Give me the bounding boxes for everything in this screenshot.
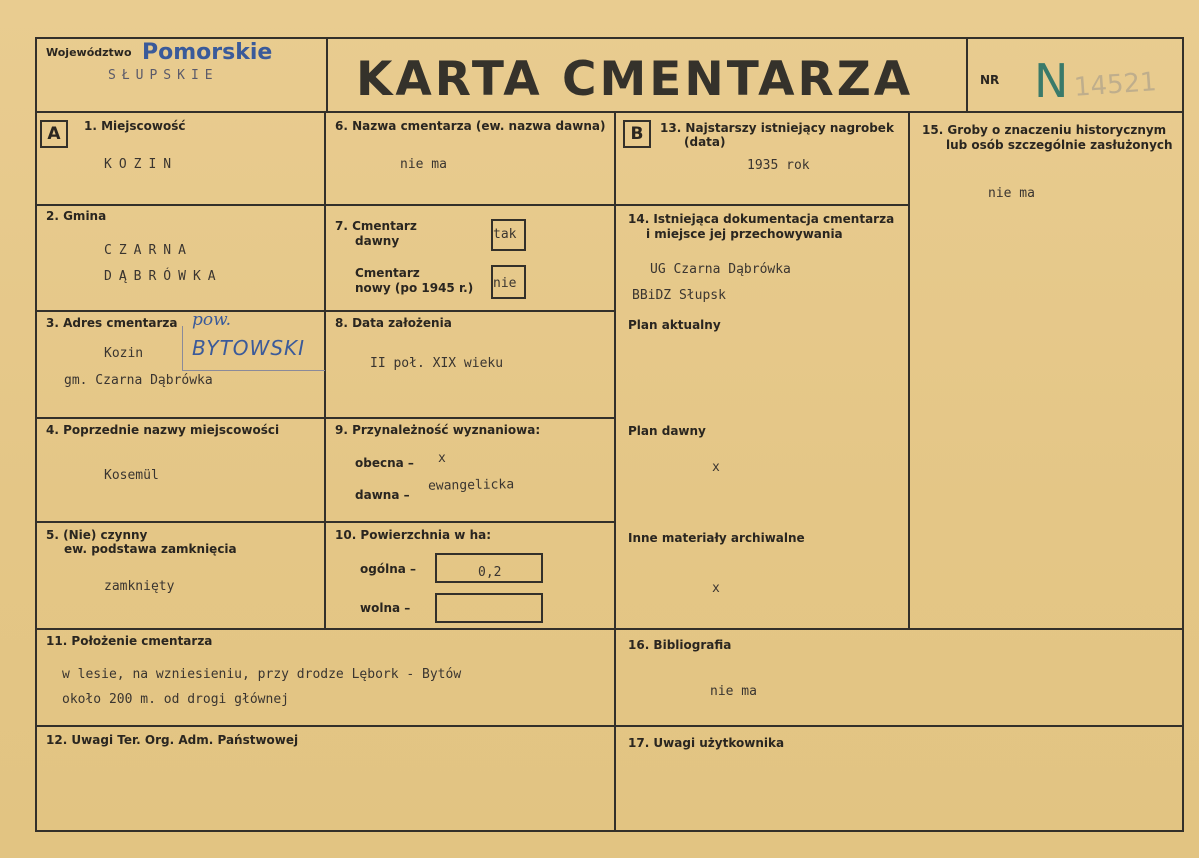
- header-sep-1: [326, 37, 328, 112]
- field-14-label-1: 14. Istniejąca dokumentacja cmentarza: [628, 212, 895, 226]
- field-10-free-box: [435, 593, 543, 623]
- plan-former-value: x: [712, 460, 720, 475]
- row-sep-2: [35, 310, 615, 312]
- field-3-handwriting-2: BYTOWSKI: [192, 336, 306, 360]
- field-12-label: 12. Uwagi Ter. Org. Adm. Państwowej: [46, 733, 299, 747]
- other-materials-label: Inne materiały archiwalne: [628, 531, 805, 545]
- field-16-label: 16. Bibliografia: [628, 638, 732, 652]
- field-10-label: 10. Powierzchnia w ha:: [335, 528, 492, 542]
- field-13-label-2: (data): [684, 135, 726, 149]
- section-a-box: A: [40, 120, 68, 148]
- field-15-label-2: lub osób szczególnie zasłużonych: [946, 138, 1173, 152]
- field-5-label-1: 5. (Nie) czynny: [46, 528, 148, 542]
- field-9-current-label: obecna –: [355, 456, 414, 470]
- other-materials-value: x: [712, 581, 720, 596]
- field-7-new-value: nie: [493, 276, 517, 291]
- voivodeship-label: Województwo: [46, 46, 132, 59]
- field-13-value: 1935 rok: [747, 158, 810, 173]
- field-17-label: 17. Uwagi użytkownika: [628, 736, 785, 750]
- field-3-label: 3. Adres cmentarza: [46, 316, 178, 330]
- field-5-label-2: ew. podstawa zamknięcia: [64, 542, 237, 556]
- nr-letter: N: [1034, 54, 1069, 108]
- field-10-free-label: wolna –: [360, 601, 411, 615]
- field-15-value: nie ma: [988, 186, 1035, 201]
- field-7-old-label-2: dawny: [355, 234, 400, 248]
- field-14-value-1: UG Czarna Dąbrówka: [650, 262, 791, 277]
- field-1-value: KOZIN: [104, 157, 179, 172]
- col-sep-2: [614, 111, 616, 832]
- field-6-value: nie ma: [400, 157, 447, 172]
- field-4-value: Kosemül: [104, 468, 159, 483]
- field-7-old-label-1: 7. Cmentarz: [335, 219, 417, 233]
- field-9-former-value: ewangelicka: [427, 477, 515, 494]
- field-11-value-2: około 200 m. od drogi głównej: [62, 692, 289, 707]
- plan-former-label: Plan dawny: [628, 424, 706, 438]
- nr-label: NR: [980, 73, 1000, 87]
- header-divider: [35, 111, 1184, 113]
- field-2-value-2: DĄBRÓWKA: [104, 269, 223, 284]
- field-10-total-value: 0,2: [478, 565, 502, 580]
- field-7-old-value: tak: [493, 227, 517, 242]
- field-2-label: 2. Gmina: [46, 209, 107, 223]
- field-1-label: 1. Miejscowość: [84, 119, 186, 133]
- header-sep-2: [966, 37, 968, 112]
- field-11-value-1: w lesie, na wzniesieniu, przy drodze Lębork - Bytów: [62, 667, 462, 682]
- field-3-handwriting-1: pow.: [192, 310, 232, 330]
- voivodeship-sub: SŁUPSKIE: [108, 68, 219, 83]
- field-14-value-2: BBiDZ Słupsk: [632, 288, 726, 303]
- field-7-new-label-1: Cmentarz: [355, 266, 420, 280]
- field-7-new-label-2: nowy (po 1945 r.): [355, 281, 474, 295]
- row-sep-4: [35, 521, 615, 523]
- row-sep-5: [35, 628, 1184, 630]
- row-sep-b1: [614, 204, 909, 206]
- field-9-label: 9. Przynależność wyznaniowa:: [335, 423, 541, 437]
- plan-current-label: Plan aktualny: [628, 318, 721, 332]
- field-5-value: zamknięty: [104, 579, 175, 594]
- field-6-label: 6. Nazwa cmentarza (ew. nazwa dawna): [335, 119, 606, 133]
- field-4-label: 4. Poprzednie nazwy miejscowości: [46, 423, 280, 437]
- field-13-label-1: 13. Najstarszy istniejący nagrobek: [660, 121, 894, 135]
- field-3-value-1: Kozin: [104, 346, 144, 361]
- field-2-value-1: CZARNA: [104, 243, 193, 258]
- field-9-current-value: x: [438, 451, 446, 466]
- field-11-label: 11. Położenie cmentarza: [46, 634, 213, 648]
- field-10-total-label: ogólna –: [360, 562, 417, 576]
- col-sep-3: [908, 111, 910, 629]
- row-sep-3: [35, 417, 615, 419]
- field-14-label-2: i miejsce jej przechowywania: [646, 227, 843, 241]
- field-3-value-2: gm. Czarna Dąbrówka: [64, 373, 213, 388]
- row-sep-6: [35, 725, 1184, 727]
- field-8-label: 8. Data założenia: [335, 316, 452, 330]
- section-b-box: B: [623, 120, 651, 148]
- nr-value: 14521: [1073, 67, 1158, 103]
- field-8-value: II poł. XIX wieku: [370, 356, 504, 371]
- voivodeship-stamp: Pomorskie: [142, 40, 273, 65]
- row-sep-1: [35, 204, 615, 206]
- card-title: KARTA CMENTARZA: [356, 52, 914, 107]
- field-15-label-1: 15. Groby o znaczeniu historycznym: [922, 123, 1167, 137]
- field-9-former-label: dawna –: [355, 488, 410, 502]
- field-16-value: nie ma: [710, 684, 757, 699]
